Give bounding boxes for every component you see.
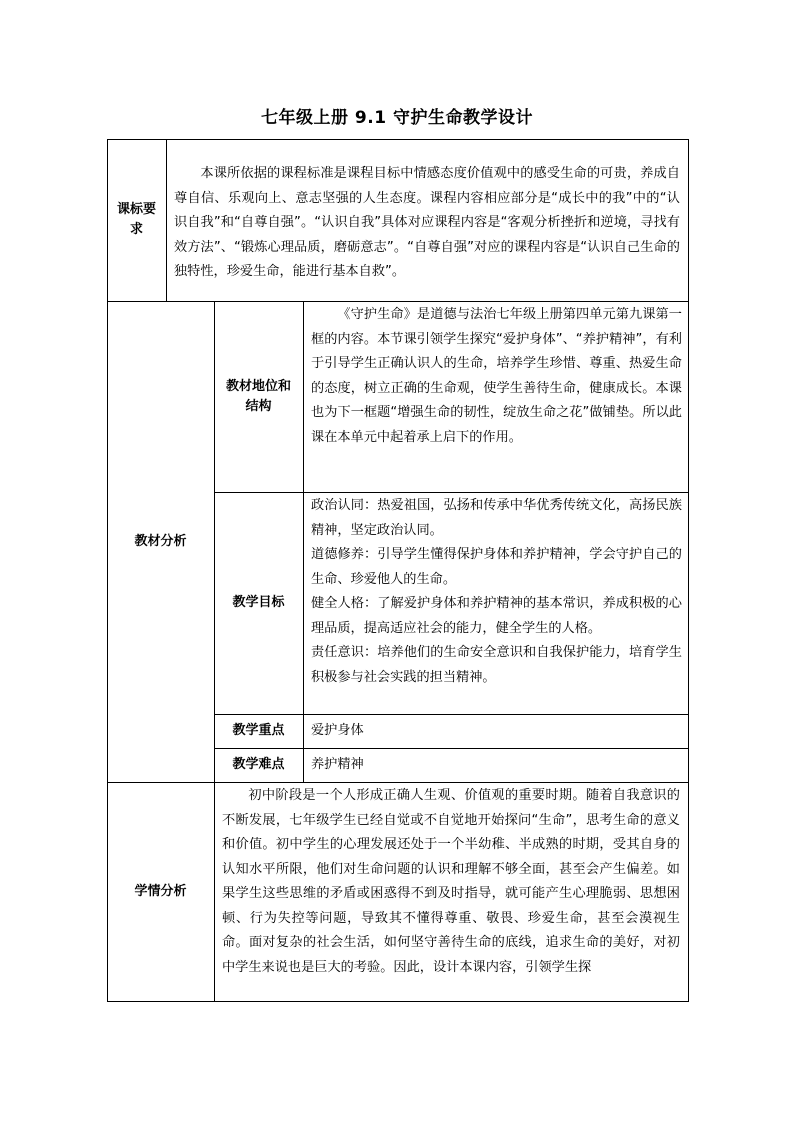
students-content (214, 782, 688, 1002)
row-divider (107, 301, 689, 302)
table-border-right (688, 139, 689, 1002)
column-divider (303, 301, 304, 783)
goal-moral-cultivation: 道德修养：引导学生懂得保护身体和养护精神，学会守护自己的生命、珍爱他人的生命。 (311, 547, 682, 587)
column-divider (214, 301, 215, 1002)
column-divider (166, 139, 167, 302)
row-divider (214, 748, 689, 749)
key-point-label: 教学重点 (232, 723, 285, 738)
goal-sound-personality: 健全人格：了解爱护身体和养护精神的基本常识，养成积极的心理品质，提高适应社会的能力，健全学生的人格。 (311, 596, 682, 636)
table-border-bottom (107, 1001, 689, 1002)
students-label: 学情分析 (134, 884, 187, 899)
curriculum-content (166, 139, 688, 301)
goal-political-identity: 政治认同：热爱祖国，弘扬和传承中华优秀传统文化，高扬民族精神，坚定政治认同。 (311, 498, 682, 538)
curriculum-text: 本课所依据的课程标准是课程目标中情感态度价值观中的感受生命的可贵，养成自尊自信、乐观向上、意志坚强的人生态度。课程内容相应部分是“成长中的我”中的“认识自我”和“自尊自强”。“认识自我”具体对应课程内容是“客观分析挫折和逆境，寻找有效方法”、“锻炼心理品质，磨砺意志”。“自尊自强”对应的课程内容是“认识自己生命的独特性，珍爱生命，能进行基本自救”。 (174, 166, 680, 279)
table-border-top (107, 139, 689, 140)
goals-label: 教学目标 (232, 595, 285, 610)
textbook-position-text: 《守护生命》是道德与法治七年级上册第四单元第九课第一框的内容。本节课引领学生探究“爱护身体”、“养护精神”，有利于引导学生正确认识人的生命，培养学生珍惜、尊重、热爱生命的态度，树立正确的生命观，使学生善待生命，健康成长。本课也为下一框题“增强生命的韧性，绽放生命之花”做铺垫。所以此课在本单元中起着承上启下的作用。 (311, 307, 682, 445)
document-title: 七年级上册 9.1 守护生命教学设计 (261, 108, 533, 128)
goal-responsibility: 责任意识：培养他们的生命安全意识和自我保护能力，培育学生积极参与社会实践的担当精神。 (311, 645, 682, 685)
goals-content (303, 492, 688, 714)
row-divider (214, 714, 689, 715)
difficult-point-content (303, 748, 688, 782)
row-divider (214, 492, 689, 493)
table-border-left (107, 139, 108, 1002)
row-divider (107, 782, 689, 783)
textbook-position-label: 教材地位和结构 (225, 378, 291, 414)
difficult-point-label: 教学难点 (232, 757, 285, 772)
students-text: 初中阶段是一个人形成正确人生观、价值观的重要时期。随着自我意识的不断发展，七年级学生已经自觉或不自觉地开始探问“生命”，思考生命的意义和价值。初中学生的心理发展还处于一个半幼稚、半成熟的时期，受其自身的认知水平所限，他们对生命问题的认识和理解不够全面，甚至会产生偏差。如果学生这些思维的矛盾或困惑得不到及时指导，就可能产生心理脆弱、思想困顿、行为失控等问题，导致其不懂得尊重、敬畏、珍爱生命，甚至会漠视生命。面对复杂的社会生活，如何坚守善待生命的底线，追求生命的美好，对初中学生来说也是巨大的考验。因此，设计本课内容，引领学生探 (222, 788, 680, 975)
textbook-label: 教材分析 (134, 533, 187, 549)
textbook-position-content (303, 301, 688, 492)
difficult-point-text: 养护精神 (311, 757, 364, 772)
key-point-text: 爱护身体 (311, 723, 364, 738)
curriculum-label: 课标要求 (116, 202, 156, 237)
key-point-content (303, 714, 688, 748)
